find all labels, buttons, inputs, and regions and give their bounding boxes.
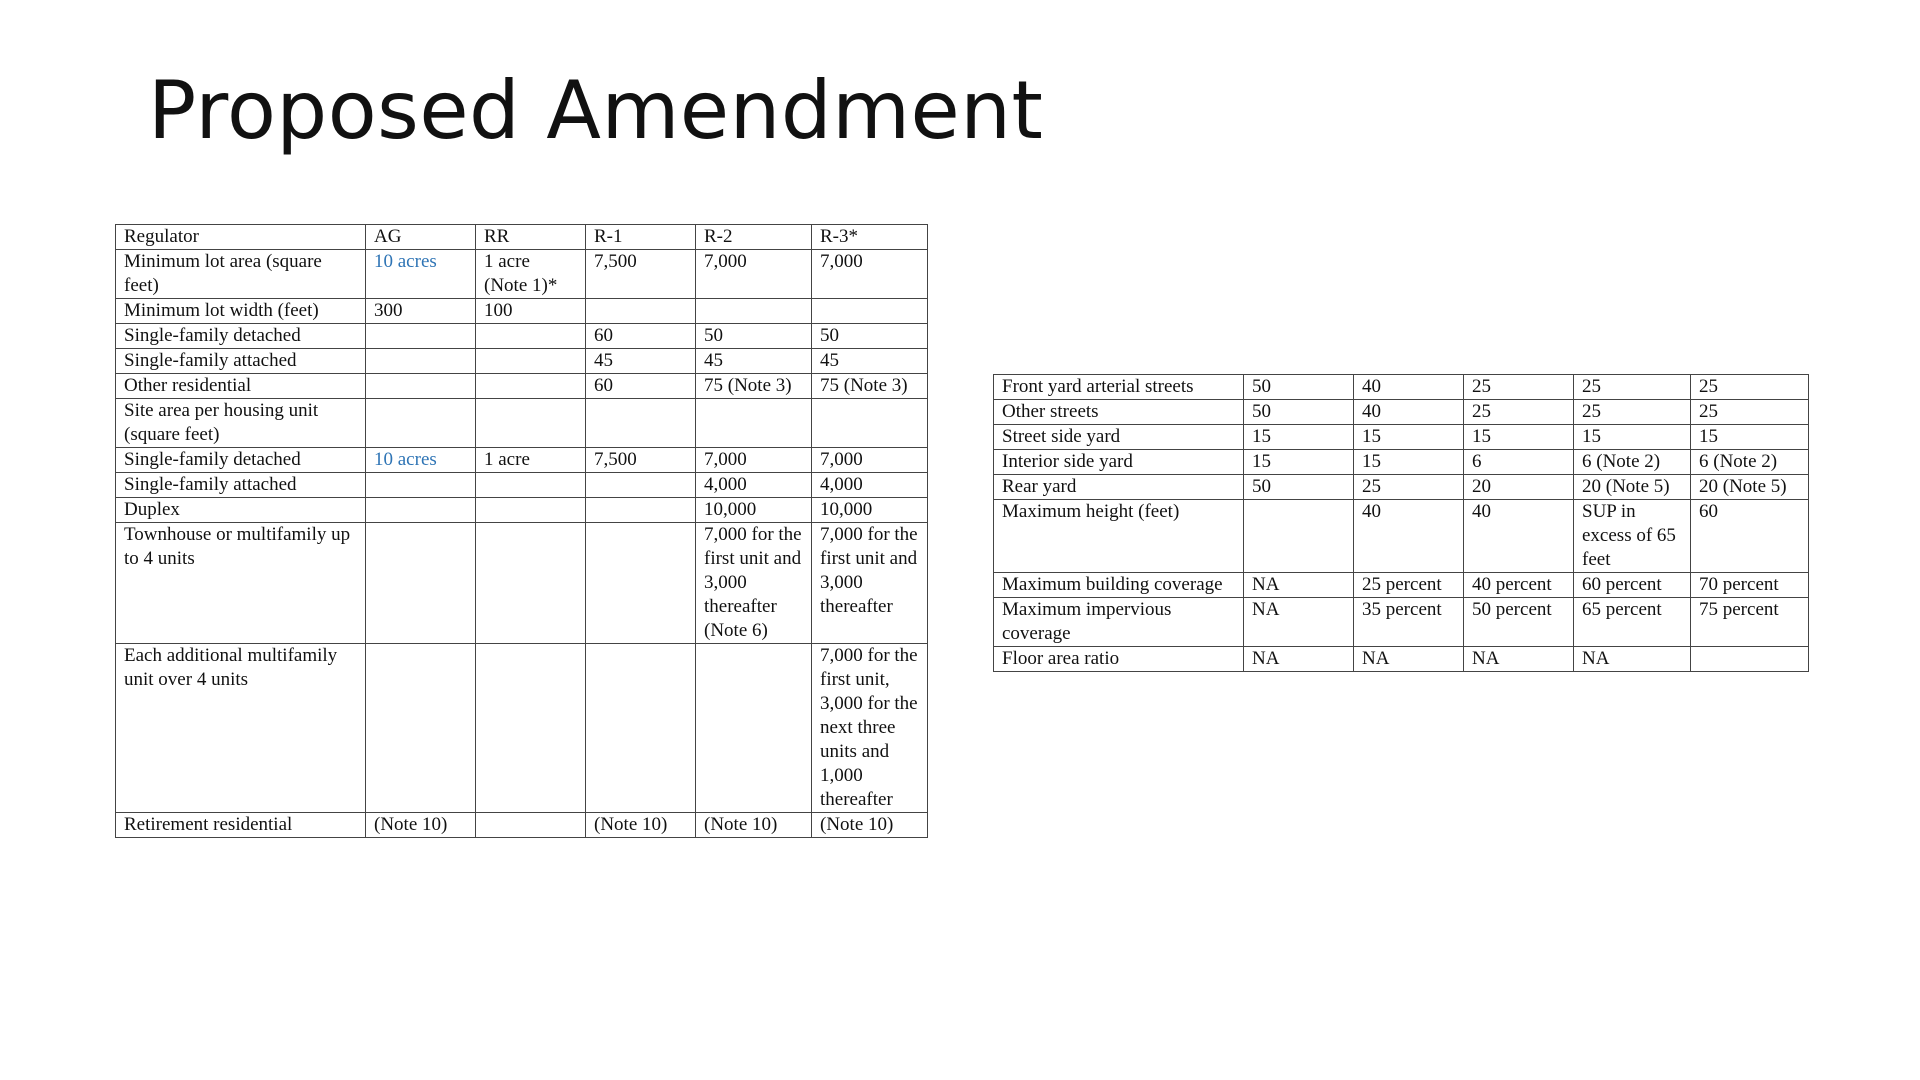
table-cell: 7,500 [586,448,696,473]
table-cell: 50 [696,324,812,349]
header-cell: R-2 [696,225,812,250]
table-row [994,450,1809,475]
table-cell: (Note 10) [812,813,928,838]
table-cell: 15 [1464,425,1574,450]
row-label: Front yard arterial streets [994,375,1244,400]
header-cell: Regulator [116,225,366,250]
table-cell: 7,000 for the first unit and 3,000 thereafter [812,523,928,644]
table-cell: 70 percent [1691,573,1809,598]
table-cell: 1 acre (Note 1)* [476,250,586,299]
table-cell: 60 [586,374,696,399]
table-cell [586,399,696,448]
table-cell: 50 [812,324,928,349]
table-cell [366,374,476,399]
table-cell [366,399,476,448]
table-cell: 75 (Note 3) [812,374,928,399]
table-row [116,374,928,399]
table-row [116,250,928,299]
table-row [116,473,928,498]
table-cell: 40 [1354,500,1464,573]
row-label: Other residential [116,374,366,399]
table-cell: 45 [696,349,812,374]
table-cell: 25 [1574,400,1691,425]
table-cell [586,498,696,523]
table-cell: 20 (Note 5) [1574,475,1691,500]
slide-title: Proposed Amendment [148,64,1044,157]
table-cell [366,498,476,523]
table-cell: 7,000 for the first unit, 3,000 for the next three units and 1,000 thereafter [812,644,928,813]
row-label: Site area per housing unit (square feet) [116,399,366,448]
table-cell [476,523,586,644]
table-cell: 65 percent [1574,598,1691,647]
row-label: Townhouse or multifamily up to 4 units [116,523,366,644]
table-cell: 25 [1354,475,1464,500]
table-cell: 40 [1354,400,1464,425]
table-cell: 25 [1464,400,1574,425]
row-label: Floor area ratio [994,647,1244,672]
table-cell [696,299,812,324]
table-row [116,299,928,324]
table-cell [476,644,586,813]
table-row [994,647,1809,672]
table-cell: 300 [366,299,476,324]
table-cell: NA [1574,647,1691,672]
table-cell [366,644,476,813]
table-cell [812,299,928,324]
table-cell [366,349,476,374]
table-cell [366,324,476,349]
table-cell: 50 [1244,400,1354,425]
table-row [116,644,928,813]
table-cell: 45 [586,349,696,374]
row-label: Rear yard [994,475,1244,500]
table-cell [366,473,476,498]
table-row [994,573,1809,598]
header-cell: RR [476,225,586,250]
table-row [994,425,1809,450]
table-cell: 4,000 [696,473,812,498]
table-cell: 15 [1354,450,1464,475]
table-cell: SUP in excess of 65 feet [1574,500,1691,573]
table-cell: 40 [1354,375,1464,400]
table-cell: 25 [1691,375,1809,400]
table-row [994,500,1809,573]
table-row [994,375,1809,400]
row-label: Single-family detached [116,324,366,349]
table-cell: 75 percent [1691,598,1809,647]
table-cell: 25 [1691,400,1809,425]
table-cell [366,523,476,644]
table-row [116,399,928,448]
row-label: Duplex [116,498,366,523]
table-cell: 7,000 [696,250,812,299]
table-cell: 15 [1574,425,1691,450]
table-cell: 60 percent [1574,573,1691,598]
row-label: Street side yard [994,425,1244,450]
table-cell [476,473,586,498]
table-cell: 35 percent [1354,598,1464,647]
table-cell: NA [1464,647,1574,672]
table-cell [476,399,586,448]
table-row [116,498,928,523]
row-label: Single-family attached [116,349,366,374]
table-cell: 25 [1464,375,1574,400]
table-cell: 50 percent [1464,598,1574,647]
table-cell: NA [1354,647,1464,672]
table-row [116,523,928,644]
header-cell: R-3* [812,225,928,250]
table-row [116,349,928,374]
value-link[interactable]: 10 acres [366,250,476,299]
table-cell: (Note 10) [366,813,476,838]
table-cell: 25 percent [1354,573,1464,598]
table-cell: 6 (Note 2) [1574,450,1691,475]
table-cell [476,349,586,374]
table-cell: NA [1244,647,1354,672]
table-cell: 60 [586,324,696,349]
table-row [116,324,928,349]
row-label: Each additional multifamily unit over 4 units [116,644,366,813]
table-cell [812,399,928,448]
table-row [116,813,928,838]
table-cell: 1 acre [476,448,586,473]
table-row [994,598,1809,647]
table-cell: NA [1244,573,1354,598]
value-link[interactable]: 10 acres [366,448,476,473]
table-cell [1244,500,1354,573]
table-cell: 15 [1244,450,1354,475]
table-cell: 10,000 [812,498,928,523]
table-cell [586,523,696,644]
row-label: Minimum lot area (square feet) [116,250,366,299]
table-cell [476,498,586,523]
header-cell: R-1 [586,225,696,250]
table-row [994,400,1809,425]
table-cell: 4,000 [812,473,928,498]
table-cell [696,399,812,448]
table-cell: 7,000 [696,448,812,473]
row-label: Maximum height (feet) [994,500,1244,573]
table-cell: NA [1244,598,1354,647]
table-cell [476,324,586,349]
table-cell [696,644,812,813]
table-cell: 75 (Note 3) [696,374,812,399]
table-cell: 15 [1354,425,1464,450]
table-cell: 7,000 for the first unit and 3,000 thereafter (Note 6) [696,523,812,644]
setback-coverage-table [993,374,1809,672]
table-cell [476,813,586,838]
table-cell: 60 [1691,500,1809,573]
table-cell: 6 (Note 2) [1691,450,1809,475]
table-row [994,475,1809,500]
table-cell: 20 [1464,475,1574,500]
table-header-row [116,225,928,250]
table-cell: (Note 10) [696,813,812,838]
table-cell [586,644,696,813]
table-cell: 15 [1691,425,1809,450]
table-cell: 50 [1244,475,1354,500]
row-label: Other streets [994,400,1244,425]
table-cell: 6 [1464,450,1574,475]
table-cell: 40 [1464,500,1574,573]
row-label: Maximum building coverage [994,573,1244,598]
table-cell: 7,000 [812,250,928,299]
table-cell: 20 (Note 5) [1691,475,1809,500]
table-row [116,448,928,473]
table-cell: 50 [1244,375,1354,400]
table-cell: 100 [476,299,586,324]
table-cell: 25 [1574,375,1691,400]
row-label: Interior side yard [994,450,1244,475]
table-cell: (Note 10) [586,813,696,838]
table-cell [586,299,696,324]
table-cell: 10,000 [696,498,812,523]
header-cell: AG [366,225,476,250]
table-cell: 7,000 [812,448,928,473]
residential-regulations-table [115,224,928,838]
row-label: Single-family detached [116,448,366,473]
row-label: Maximum impervious coverage [994,598,1244,647]
table-cell: 40 percent [1464,573,1574,598]
table-cell: 45 [812,349,928,374]
table-cell [476,374,586,399]
table-cell [1691,647,1809,672]
row-label: Single-family attached [116,473,366,498]
table-cell: 7,500 [586,250,696,299]
table-cell: 15 [1244,425,1354,450]
row-label: Retirement residential [116,813,366,838]
table-cell [586,473,696,498]
row-label: Minimum lot width (feet) [116,299,366,324]
